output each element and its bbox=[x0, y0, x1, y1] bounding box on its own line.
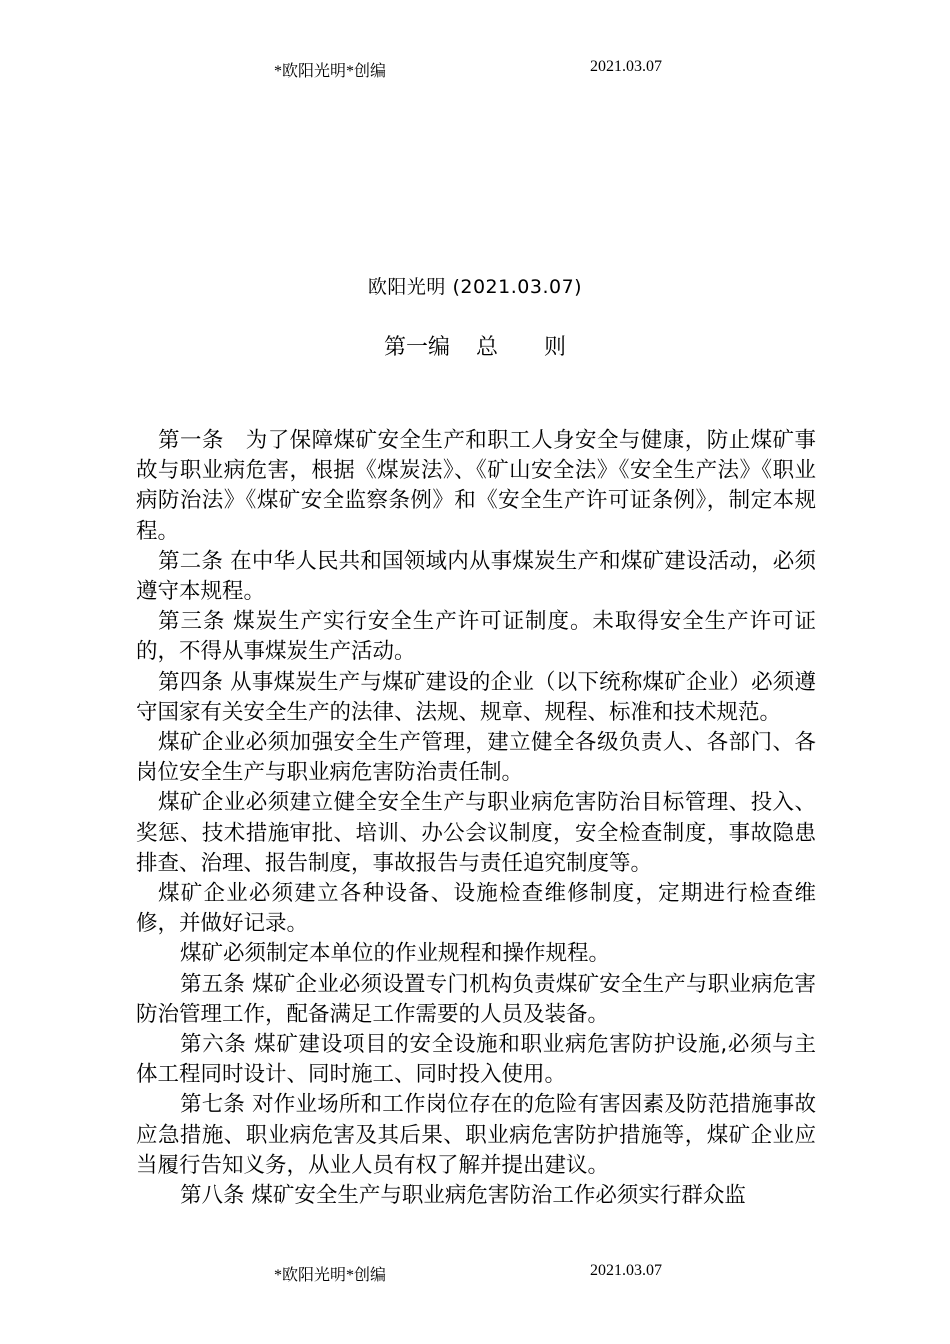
footer-date: 2021.03.07 bbox=[590, 1262, 662, 1279]
footer-author: *欧阳光明*创编 bbox=[274, 1267, 387, 1284]
document-title bbox=[0, 272, 950, 299]
body-paragraph: 第二条 在中华人民共和国领域内从事煤炭生产和煤矿建设活动，必须遵守本规程。 bbox=[136, 548, 816, 605]
title-name: 欧阳光明 bbox=[367, 276, 446, 298]
page-footer bbox=[0, 1262, 950, 1286]
document-body bbox=[136, 426, 816, 1211]
section-heading bbox=[0, 330, 950, 361]
body-paragraph: 煤矿企业必须建立健全安全生产与职业病危害防治目标管理、投入、奖惩、技术措施审批、培训、办公会议制度，安全检查制度，事故隐患排查、治理、报告制度，事故报告与责任追究制度等。 bbox=[136, 790, 816, 876]
section-rules: 则 bbox=[544, 335, 567, 360]
body-paragraph: 煤矿企业必须建立各种设备、设施检查维修制度，定期进行检查维修，并做好记录。 bbox=[136, 881, 816, 937]
body-paragraph: 第一条 为了保障煤矿安全生产和职工人身安全与健康，防止煤矿事故与职业病危害，根据《煤炭法》、《矿山安全法》《安全生产法》《职业病防治法》《煤矿安全监察条例》和《安全生产许可证条例》，制定本规程。 bbox=[136, 428, 816, 544]
header-date: 2021.03.07 bbox=[590, 58, 662, 75]
body-paragraph: 第八条 煤矿安全生产与职业病危害防治工作必须实行群众监 bbox=[180, 1183, 746, 1209]
title-date: (2021.03.07) bbox=[452, 276, 583, 298]
body-paragraph: 第三条 煤炭生产实行安全生产许可证制度。未取得安全生产许可证的，不得从事煤炭生产活动。 bbox=[136, 609, 816, 665]
body-paragraph: 第五条 煤矿企业必须设置专门机构负责煤矿安全生产与职业病危害防治管理工作，配备满足工作需要的人员及装备。 bbox=[136, 971, 816, 1027]
section-general: 总 bbox=[475, 335, 498, 360]
body-paragraph: 第六条 煤矿建设项目的安全设施和职业病危害防护设施,必须与主体工程同时设计、同时施工、同时投入使用。 bbox=[136, 1032, 816, 1088]
body-paragraph: 第七条 对作业场所和工作岗位存在的危险有害因素及防范措施事故应急措施、职业病危害及其后果、职业病危害防护措施等，煤矿企业应当履行告知义务，从业人员有权了解并提出建议。 bbox=[136, 1092, 816, 1178]
body-paragraph: 第四条 从事煤炭生产与煤矿建设的企业（以下统称煤矿企业）必须遵守国家有关安全生产的法律、法规、规章、规程、标准和技术规范。 bbox=[136, 669, 816, 725]
body-paragraph: 煤矿企业必须加强安全生产管理，建立健全各级负责人、各部门、各岗位安全生产与职业病危害防治责任制。 bbox=[136, 730, 816, 786]
body-paragraph: 煤矿必须制定本单位的作业规程和操作规程。 bbox=[180, 941, 611, 967]
header-author: *欧阳光明*创编 bbox=[274, 63, 387, 80]
section-part: 第一编 bbox=[383, 335, 450, 360]
page-header bbox=[0, 58, 950, 82]
